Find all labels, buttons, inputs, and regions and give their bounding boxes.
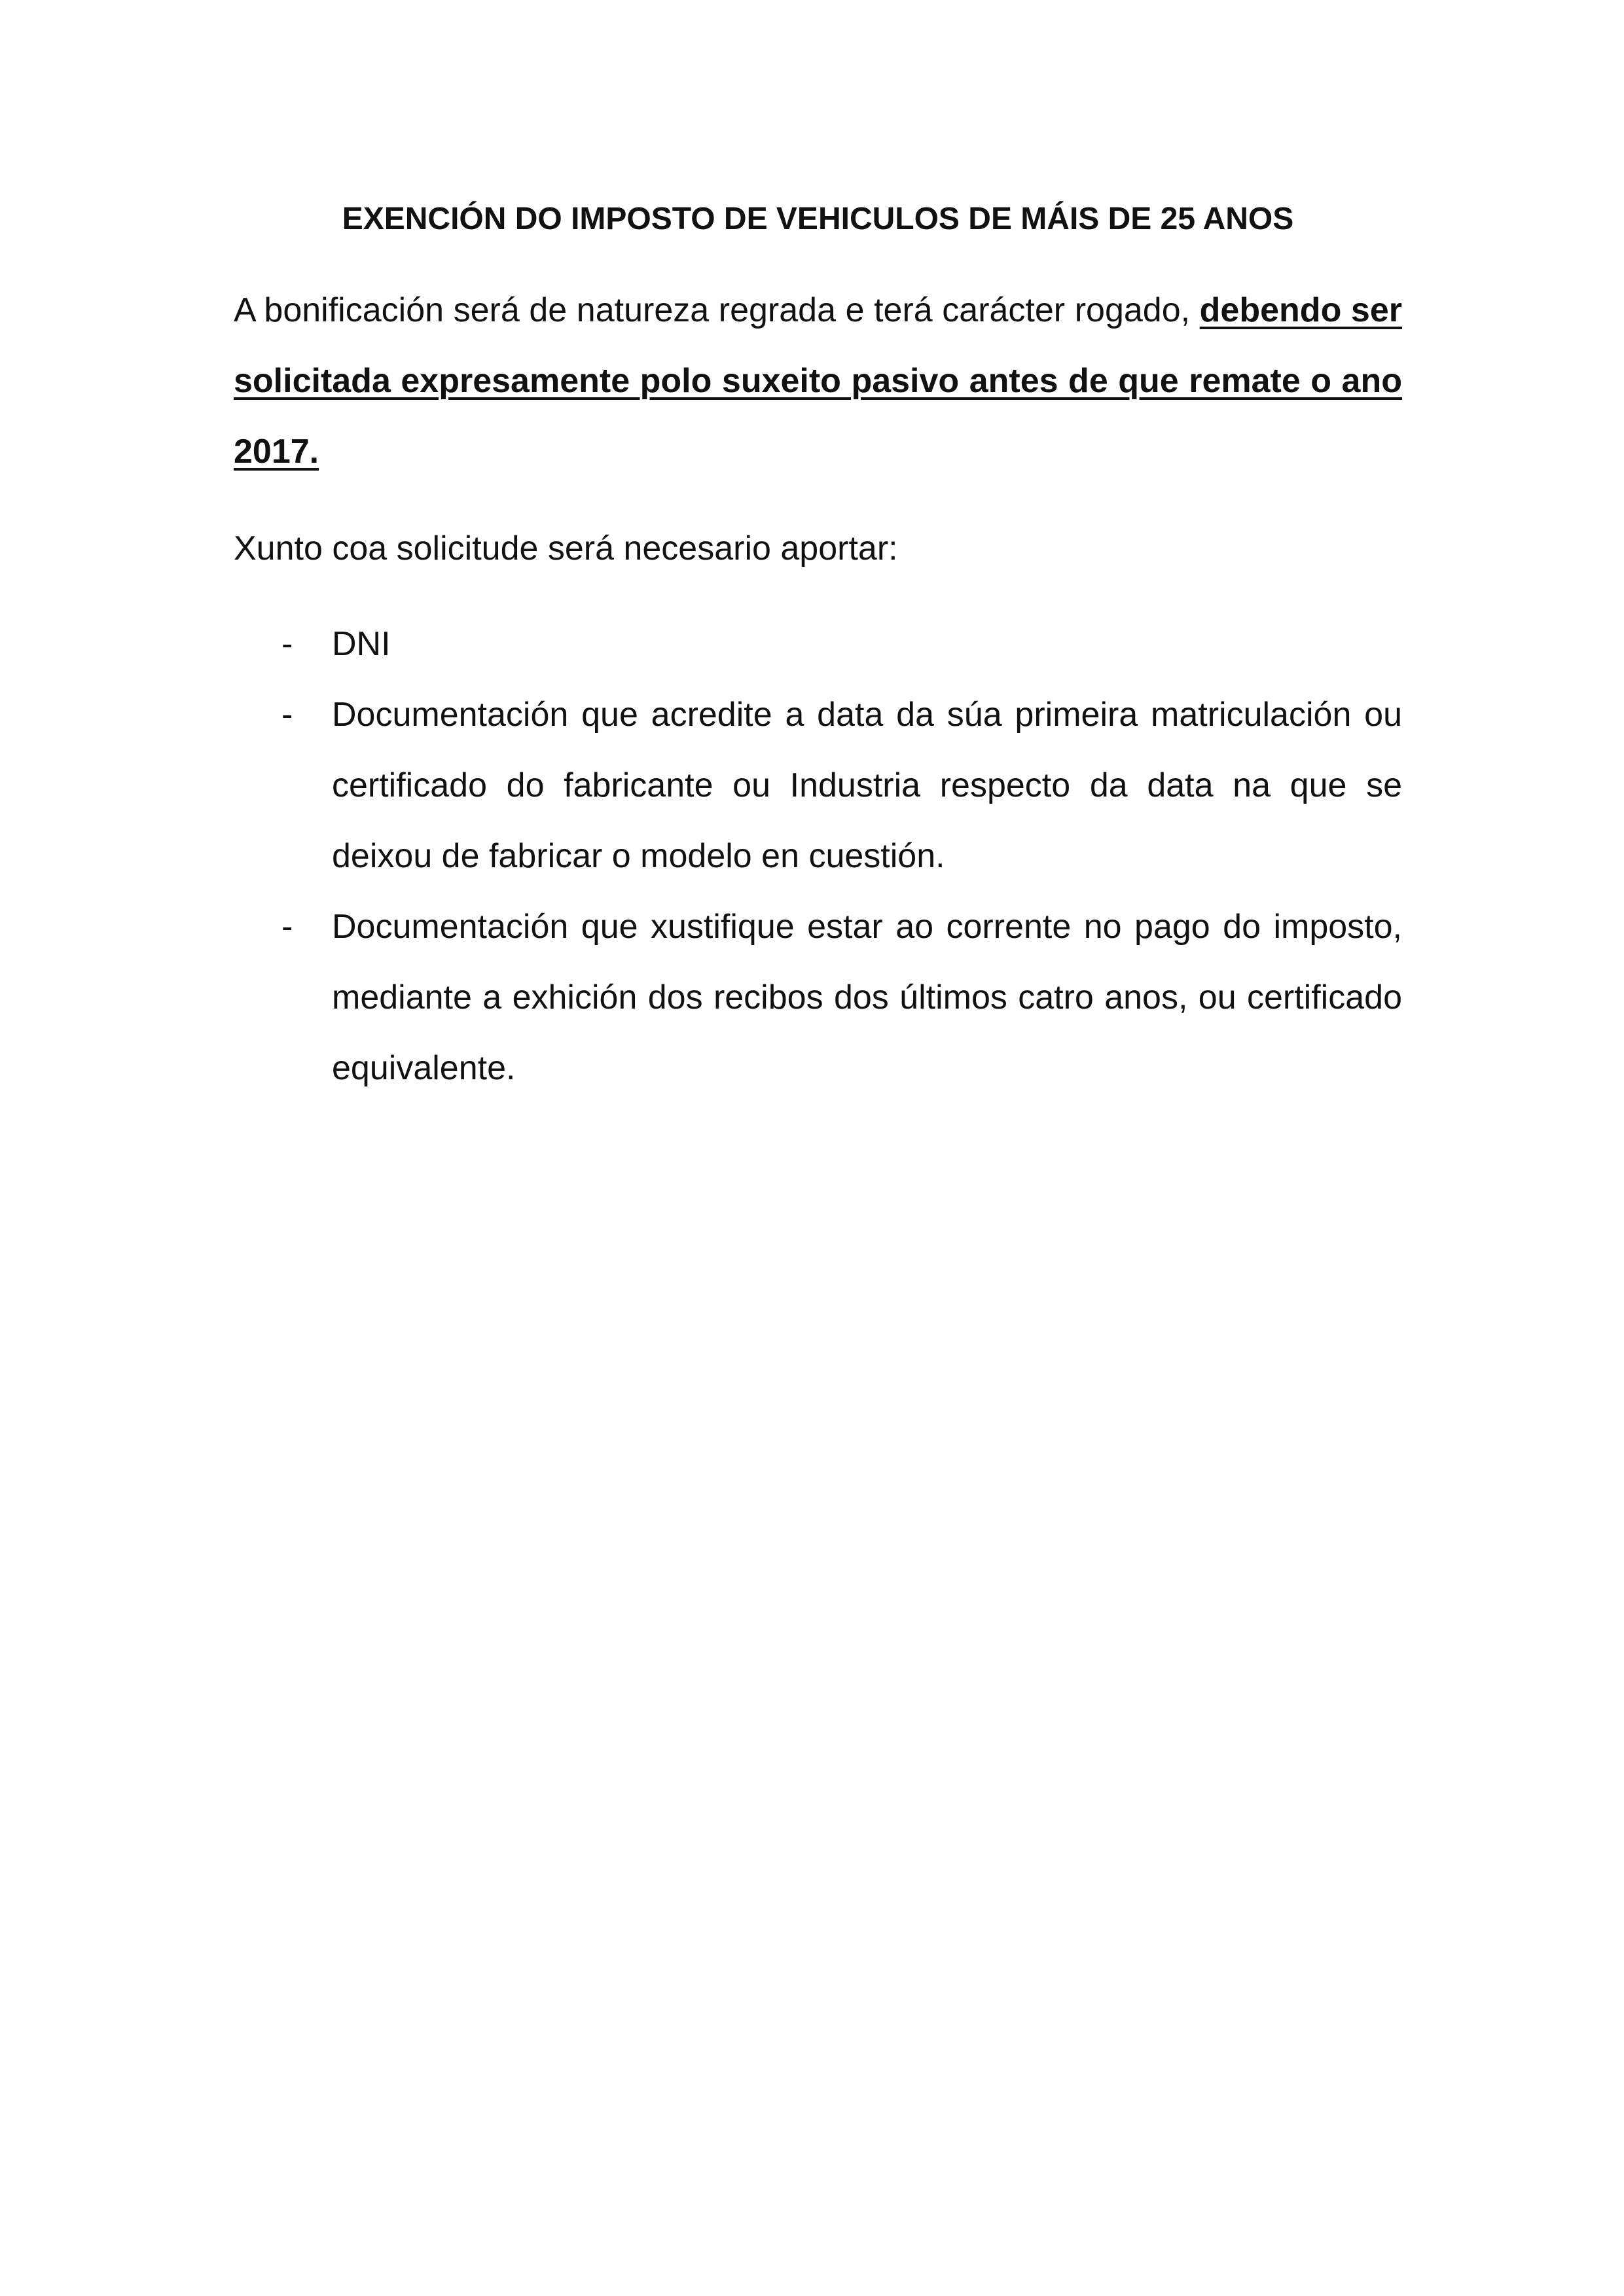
requirement-text: Documentación que acredite a data da súa primeira matriculación ou certificado do fabricante ou Industria respecto da data na que se deixou de fabricar o modelo en cuestión. [332,696,1402,875]
requirements-list [234,609,1402,1103]
list-item [234,609,1402,679]
document-body [234,190,1402,1103]
bullet-dash: - [281,908,293,946]
requirement-text: Documentación que xustifique estar ao corrente no pago do imposto, mediante a exhición dos recibos dos últimos catro anos, ou certificado equivalente. [332,908,1402,1087]
bonification-text: A bonificación será de natureza regrada e terá carácter rogado, [234,291,1200,329]
requirements-intro: Xunto coa solicitude será necesario aportar: [234,529,898,567]
document-title: EXENCIÓN DO IMPOSTO DE VEHICULOS DE MÁIS DE 25 ANOS [342,202,1294,236]
bullet-dash: - [281,625,293,663]
bullet-dash: - [281,696,293,734]
list-item [234,891,1402,1103]
deadline-emphasis: debendo ser solicitada expresamente polo suxeito pasivo antes de que remate o ano 2017. [234,291,1402,471]
list-item [234,679,1402,891]
bonification-paragraph [234,275,1402,487]
requirement-text: DNI [332,625,391,663]
